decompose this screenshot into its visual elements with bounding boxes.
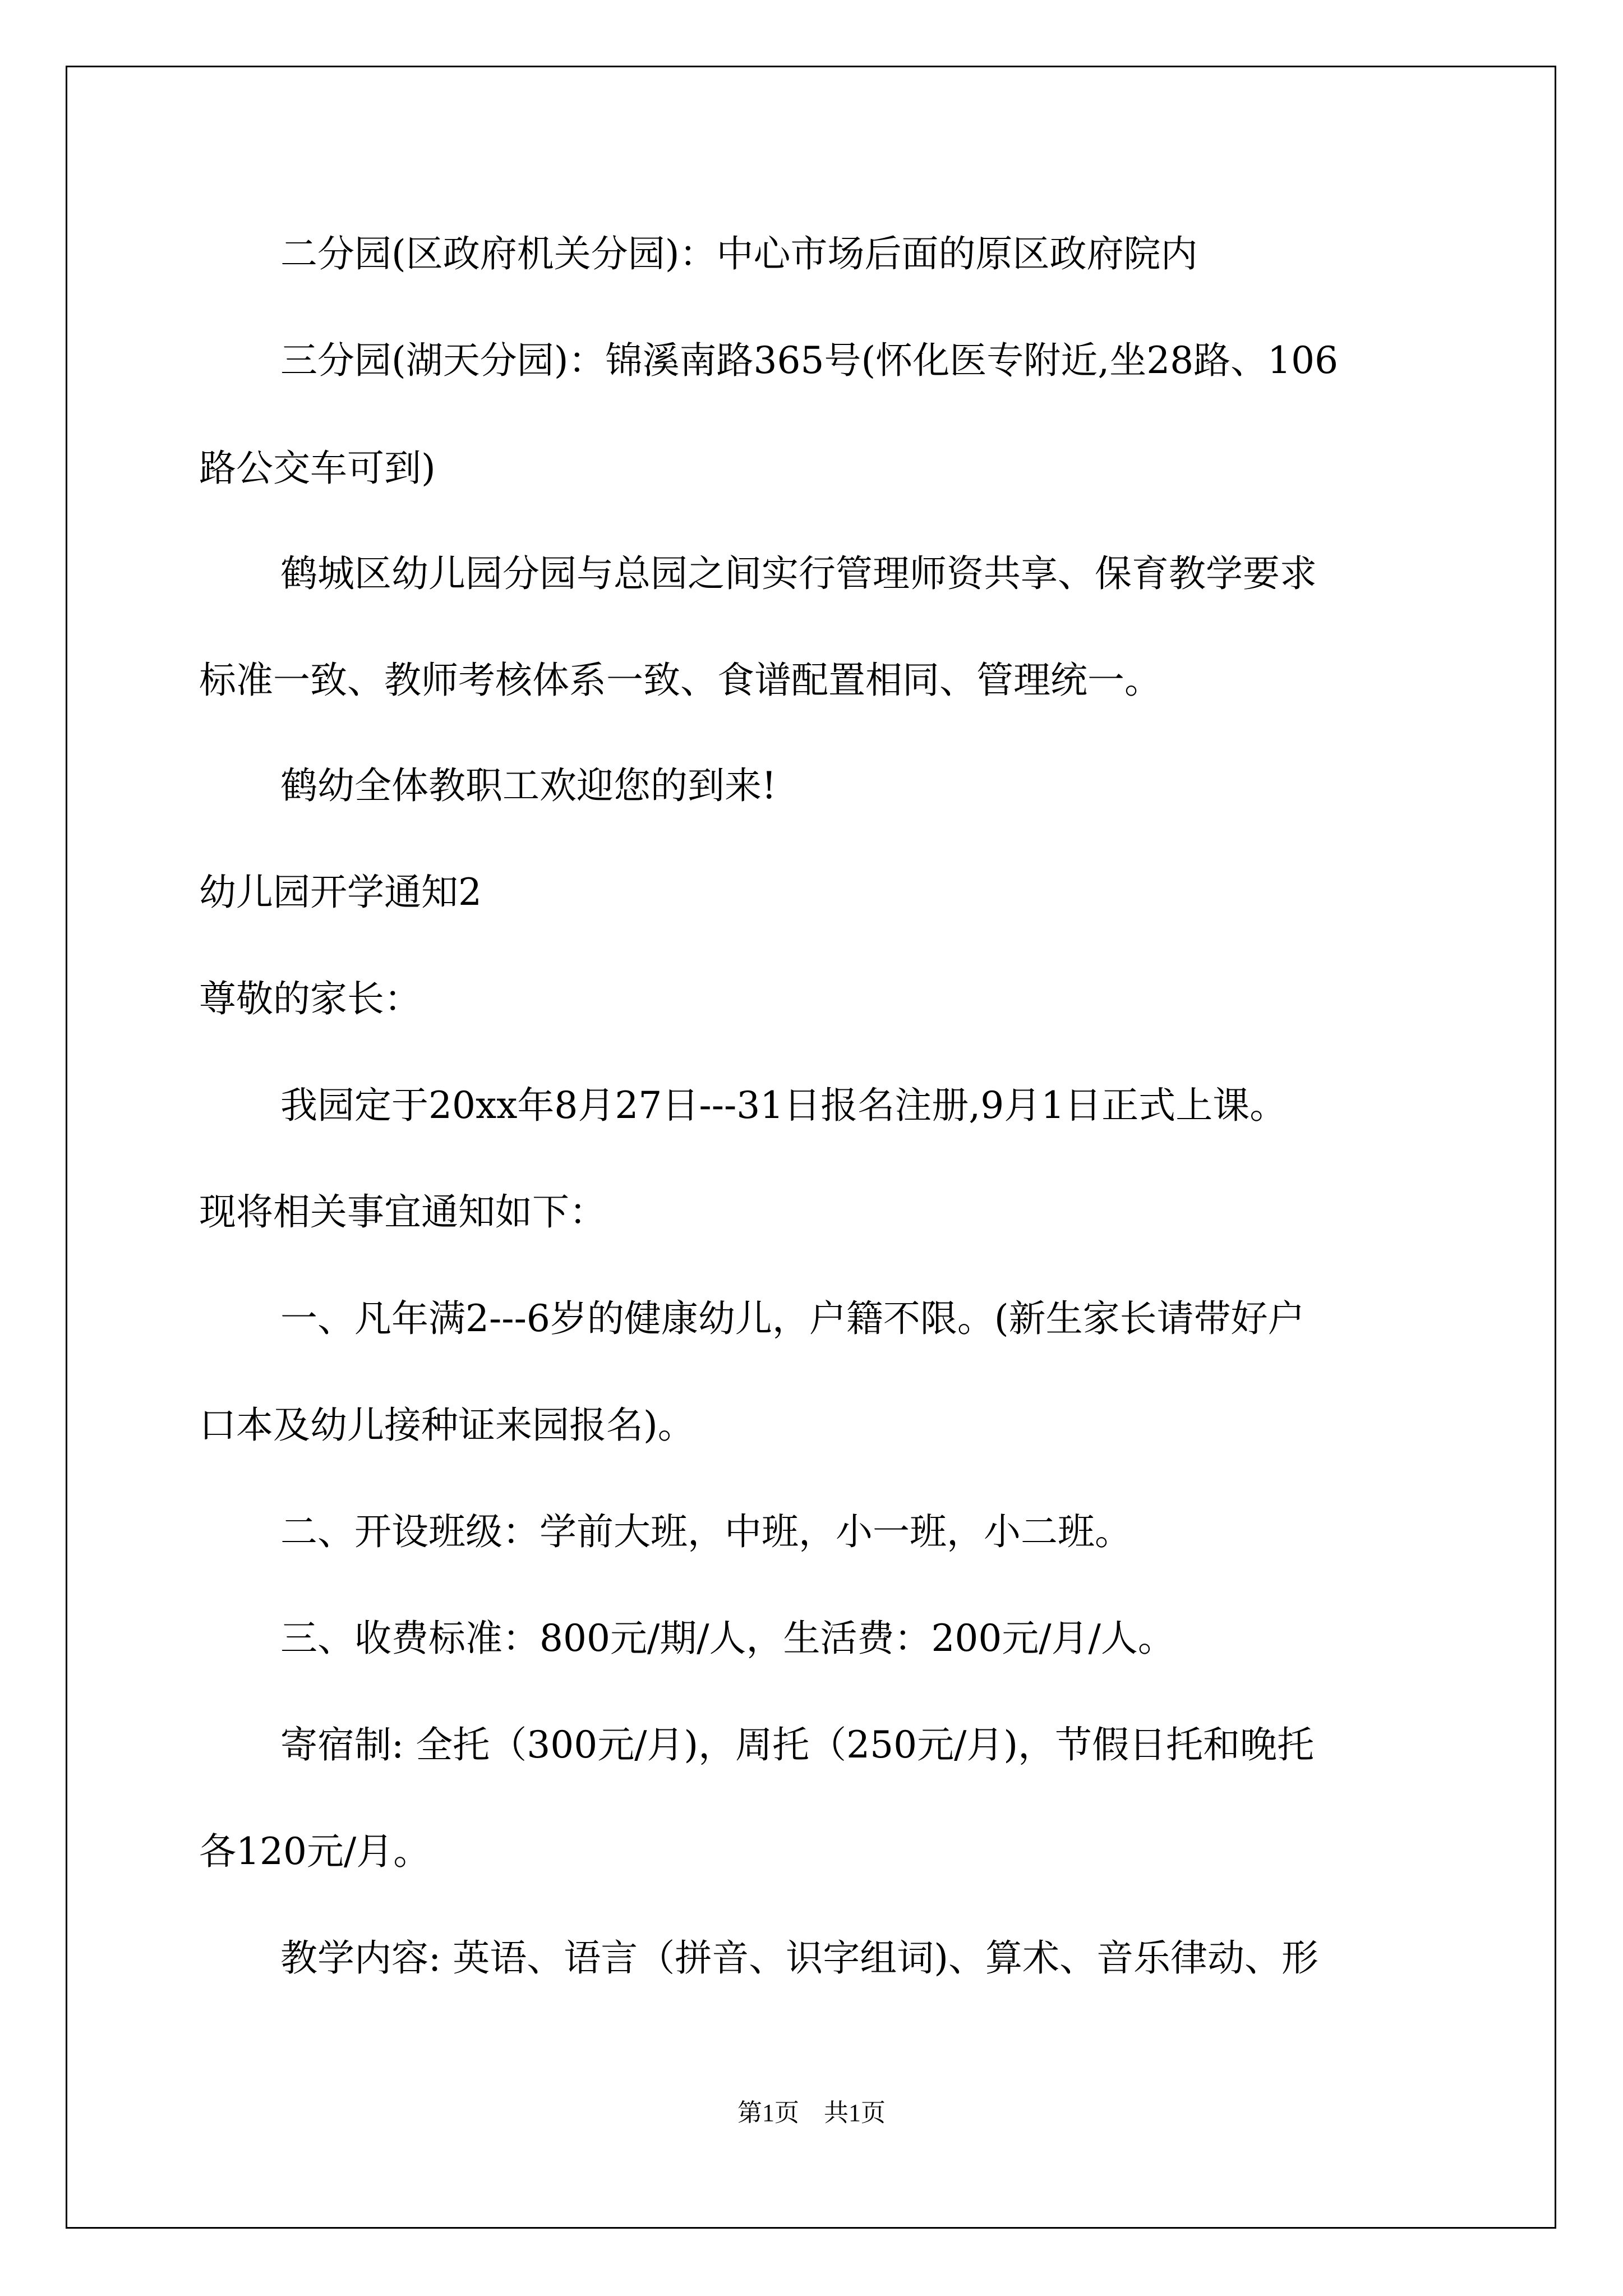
body-text-line: 鹤城区幼儿园分园与总园之间实行管理师资共享、保育教学要求	[280, 552, 1317, 595]
body-text-line: 一、凡年满2---6岁的健康幼儿，户籍不限。(新生家长请带好户	[280, 1297, 1305, 1340]
body-text-line: 标准一致、教师考核体系一致、食谱配置相同、管理统一。	[199, 659, 1161, 702]
body-text-line: 我园定于20xx年8月27日---31日报名注册,9月1日正式上课。	[280, 1084, 1287, 1127]
body-text-line: 三、收费标准：800元/期/人，生活费：200元/月/人。	[280, 1617, 1175, 1660]
body-text-line: 二、开设班级：学前大班，中班，小一班，小二班。	[280, 1510, 1132, 1553]
page-number-footer: 第1页 共1页	[737, 2099, 886, 2127]
body-text-line: 路公交车可到)	[199, 447, 436, 490]
salutation: 尊敬的家长：	[199, 977, 421, 1020]
body-text-line: 二分园(区政府机关分园)：中心市场后面的原区政府院内	[280, 232, 1198, 275]
body-text-line: 鹤幼全体教职工欢迎您的到来!	[280, 764, 777, 807]
page-border	[66, 66, 1556, 2229]
body-text-line: 寄宿制: 全托（300元/月)，周托（250元/月)，节假日托和晚托	[280, 1723, 1315, 1766]
body-text-line: 三分园(湖天分园)：锦溪南路365号(怀化医专附近,坐28路、106	[280, 339, 1339, 382]
section-heading: 幼儿园开学通知2	[199, 871, 482, 914]
body-text-line: 现将相关事宜通知如下：	[199, 1190, 606, 1234]
body-text-line: 各120元/月。	[199, 1830, 431, 1873]
body-text-line: 教学内容: 英语、语言（拼音、识字组词)、算术、音乐律动、形	[280, 1936, 1318, 1980]
body-text-line: 口本及幼儿接种证来园报名)。	[199, 1404, 695, 1447]
